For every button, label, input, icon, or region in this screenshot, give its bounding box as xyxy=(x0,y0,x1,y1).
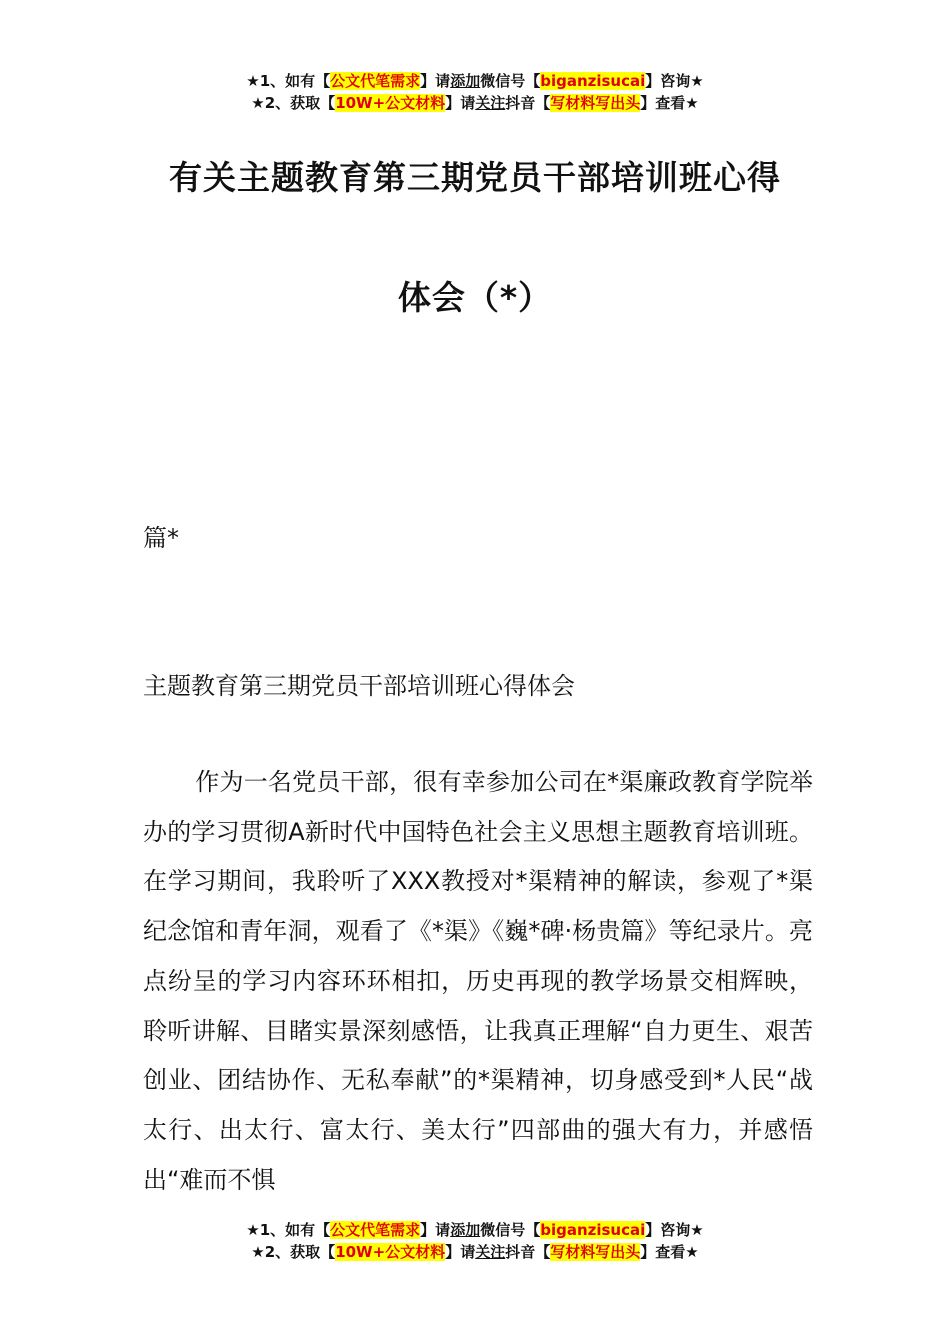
ad-highlight-douyin-id: 写材料写出头 xyxy=(550,94,641,112)
ad-banner-line-1 xyxy=(0,70,950,92)
ad-banner-line-2 xyxy=(0,1241,950,1263)
ad-text: 】请 xyxy=(420,1221,451,1239)
ad-text: ★2、获取【 xyxy=(251,1243,336,1261)
ad-text: 】请 xyxy=(445,1243,476,1261)
ad-text: 】请 xyxy=(420,72,451,90)
ad-underline-add: 添加 xyxy=(450,1221,481,1239)
ad-highlight-service: 公文代笔需求 xyxy=(330,1221,421,1239)
document-title-line-2: 体会（*） xyxy=(397,278,553,317)
ad-text: ★1、如有【 xyxy=(246,1221,331,1239)
section-subtitle: 主题教育第三期党员干部培训班心得体会 xyxy=(143,672,575,700)
ad-text: 微信号【 xyxy=(480,72,541,90)
ad-underline-follow: 关注 xyxy=(475,1243,506,1261)
ad-text: 】咨询★ xyxy=(645,1221,704,1239)
ad-text: 】查看★ xyxy=(640,1243,699,1261)
ad-text: ★2、获取【 xyxy=(251,94,336,112)
ad-highlight-wechat-id: biganzisucai xyxy=(540,72,646,90)
paragraph-text: 作为一名党员干部，很有幸参加公司在*渠廉政教育学院举办的学习贯彻A新时代中国特色社会主义思想主题教育培训班。在学习期间，我聆听了XXX教授对*渠精神的解读，参观了*渠纪念馆和青年洞，观看了《*渠》《巍*碑·杨贵篇》等纪录片。亮点纷呈的学习内容环环相扣，历史再现的教学场景交相辉映，聆听讲解、目睹实景深刻感悟，让我真正理解“自力更生、艰苦创业、团结协作、无私奉献”的*渠精神，切身感受到*人民“战太行、出太行、富太行、美太行”四部曲的强大有力，并感悟出“难而不惧 xyxy=(143,768,813,1194)
ad-banner-bottom xyxy=(0,1219,950,1263)
ad-text: 】查看★ xyxy=(640,94,699,112)
ad-text: 抖音【 xyxy=(505,1243,551,1261)
document-title-line-1: 有关主题教育第三期党员干部培训班心得 xyxy=(169,158,781,197)
ad-underline-add: 添加 xyxy=(450,72,481,90)
ad-text: 微信号【 xyxy=(480,1221,541,1239)
ad-highlight-wechat-id: biganzisucai xyxy=(540,1221,646,1239)
ad-banner-line-1 xyxy=(0,1219,950,1241)
ad-text: ★1、如有【 xyxy=(246,72,331,90)
section-label: 篇* xyxy=(143,524,179,552)
ad-highlight-materials: 10W+公文材料 xyxy=(335,1243,446,1261)
ad-highlight-service: 公文代笔需求 xyxy=(330,72,421,90)
ad-underline-follow: 关注 xyxy=(475,94,506,112)
ad-highlight-douyin-id: 写材料写出头 xyxy=(550,1243,641,1261)
ad-text: 抖音【 xyxy=(505,94,551,112)
ad-banner-line-2 xyxy=(0,92,950,114)
ad-text: 】请 xyxy=(445,94,476,112)
ad-banner-top xyxy=(0,70,950,114)
body-paragraph xyxy=(143,758,813,1205)
ad-highlight-materials: 10W+公文材料 xyxy=(335,94,446,112)
ad-text: 】咨询★ xyxy=(645,72,704,90)
